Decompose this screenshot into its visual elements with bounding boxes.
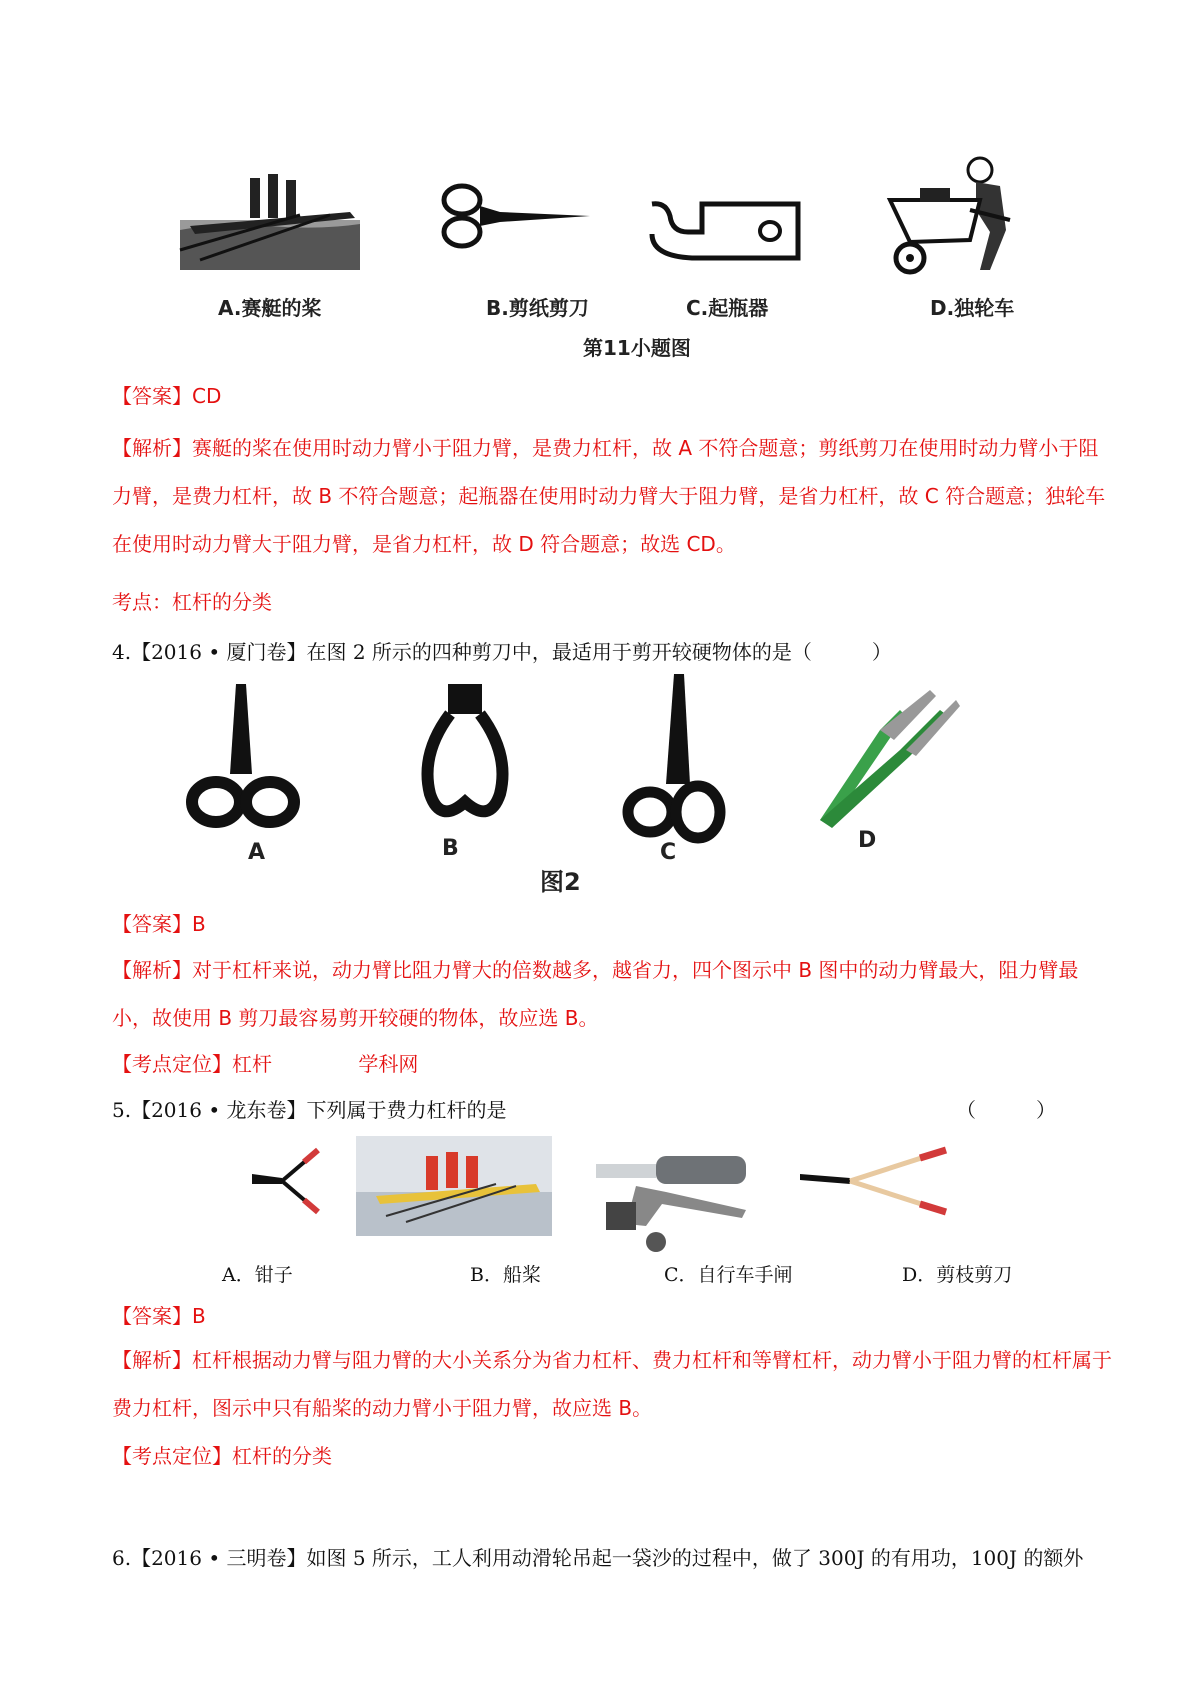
wheelbarrow-icon <box>880 150 1020 280</box>
rowing-photo-icon <box>356 1136 552 1236</box>
q3-answer: CD <box>192 384 222 408</box>
figure-q4-label-d: D <box>858 828 877 853</box>
q5-point: 杠杆的分类 <box>232 1444 332 1468</box>
q5-option-b: B．船桨 <box>470 1264 541 1286</box>
q5-answer-label: 【答案】 <box>112 1304 192 1328</box>
q3-analysis-label: 【解析】 <box>112 436 192 460</box>
bottle-opener-icon <box>652 198 802 268</box>
q5-option-a: A．钳子 <box>222 1264 293 1286</box>
q5-analysis <box>112 1336 1112 1432</box>
scissors-a-icon <box>186 684 306 844</box>
pliers-icon <box>252 1150 322 1220</box>
figure-q4-label-a: A <box>248 840 266 865</box>
q4-answer-label: 【答案】 <box>112 912 192 936</box>
q5-analysis-text: 杠杆根据动力臂与阻力臂的大小关系分为省力杠杆、费力杠杆和等臂杠杆，动力臂小于阻力臂的杠杆属于费力杠杆，图示中只有船桨的动力臂小于阻力臂，故应选 B。 <box>112 1348 1112 1420</box>
q4-point-label: 【考点定位】 <box>112 1052 232 1076</box>
pruning-shears-icon <box>800 1148 950 1218</box>
figure-q3-caption-c: C.起瓶器 <box>686 296 769 320</box>
q4-point-line <box>112 1052 418 1076</box>
q4-point: 杠杆 <box>232 1052 272 1076</box>
scissors-c-icon <box>620 674 730 854</box>
q3-answer-label: 【答案】 <box>112 384 192 408</box>
q3-point: 考点：杠杆的分类 <box>112 590 272 614</box>
rowing-boat-icon <box>180 160 360 270</box>
figure-q4-label-b: B <box>442 836 459 861</box>
q5-answer-line <box>112 1304 206 1328</box>
q4-stem: 4.【2016 • 厦门卷】在图 2 所示的四种剪刀中，最适用于剪开较硬物体的是（ ） <box>112 640 892 664</box>
paper-scissors-icon <box>440 182 600 252</box>
q4-answer-line <box>112 912 206 936</box>
q3-answer-line <box>112 384 221 408</box>
figure-q3-caption-d: D.独轮车 <box>930 296 1015 320</box>
q4-analysis <box>112 946 1112 1042</box>
q3-analysis <box>112 424 1112 568</box>
q5-analysis-label: 【解析】 <box>112 1348 192 1372</box>
q5-paren: （ ） <box>956 1098 1056 1122</box>
figure-q4-label-c: C <box>660 840 677 865</box>
figure-q3-title: 第11小题图 <box>583 336 691 360</box>
q4-watermark: 学科网 <box>358 1052 419 1076</box>
q6-stem: 6.【2016 • 三明卷】如图 5 所示，工人利用动滑轮吊起一袋沙的过程中，做了 300J 的有用功，100J 的额外 <box>112 1546 1084 1570</box>
q5-point-label: 【考点定位】 <box>112 1444 232 1468</box>
q4-answer: B <box>192 912 206 936</box>
q5-stem: 5.【2016 • 龙东卷】下列属于费力杠杆的是 <box>112 1098 507 1122</box>
q5-option-c: C．自行车手闸 <box>664 1264 793 1286</box>
q5-answer: B <box>192 1304 206 1328</box>
brake-lever-icon <box>596 1146 756 1256</box>
q4-analysis-label: 【解析】 <box>112 958 192 982</box>
snips-d-icon <box>810 690 960 830</box>
figure-q4-title: 图2 <box>540 868 581 896</box>
q5-option-d: D．剪枝剪刀 <box>902 1264 1013 1286</box>
q4-analysis-text: 对于杠杆来说，动力臂比阻力臂大的倍数越多，越省力，四个图示中 B 图中的动力臂最大，阻力臂最小，故使用 B 剪刀最容易剪开较硬的物体，故应选 B。 <box>112 958 1079 1030</box>
figure-q3-caption-a: A.赛艇的桨 <box>218 296 322 320</box>
q5-point-line <box>112 1444 332 1468</box>
q3-analysis-text: 赛艇的桨在使用时动力臂小于阻力臂，是费力杠杆，故 A 不符合题意；剪纸剪刀在使用时动力臂小于阻力臂，是费力杠杆，故 B 不符合题意；起瓶器在使用时动力臂大于阻力臂，是省力杠杆，故 C 符合题意；独轮车在使用时动力臂大于阻力臂，是省力杠杆，故 D 符合题意；故选 CD。 <box>112 436 1106 556</box>
cutter-b-icon <box>420 684 510 834</box>
figure-q3-caption-b: B.剪纸剪刀 <box>486 296 589 320</box>
